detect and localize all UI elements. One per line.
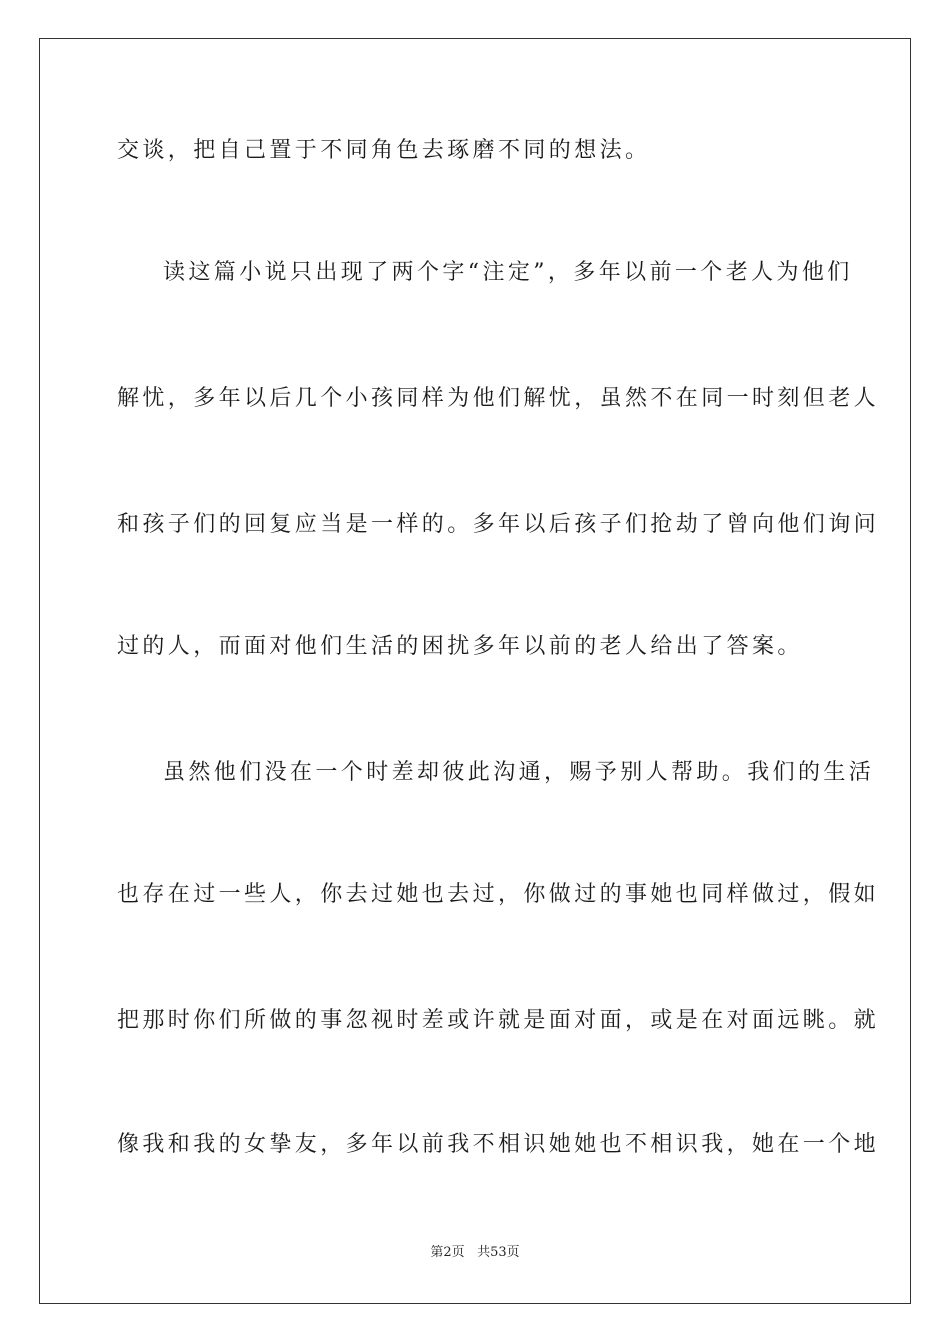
- text-line: 也存在过一些人，你去过她也去过，你做过的事她也同样做过，假如: [117, 882, 880, 907]
- page-border: [39, 38, 911, 1304]
- text-line: 交谈，把自己置于不同角色去琢磨不同的想法。: [117, 138, 651, 163]
- text-line: 和孩子们的回复应当是一样的。多年以后孩子们抢劫了曾向他们询问: [117, 512, 880, 537]
- paragraph-first-line: 虽然他们没在一个时差却彼此沟通，赐予别人帮助。我们的生活: [163, 760, 875, 785]
- text-line: 像我和我的女挚友，多年以前我不相识她她也不相识我，她在一个地: [117, 1132, 880, 1157]
- page-footer: [0, 1244, 950, 1262]
- page-total: 共53页: [477, 1245, 520, 1260]
- text-line: 把那时你们所做的事忽视时差或许就是面对面，或是在对面远眺。就: [117, 1008, 880, 1033]
- paragraph-first-line: 读这篇小说只出现了两个字“注定”，多年以前一个老人为他们: [163, 260, 853, 285]
- text-line: 过的人，而面对他们生活的困扰多年以前的老人给出了答案。: [117, 634, 803, 659]
- page-number: 第2页: [430, 1245, 465, 1260]
- text-line: 解忧，多年以后几个小孩同样为他们解忧，虽然不在同一时刻但老人: [117, 386, 880, 411]
